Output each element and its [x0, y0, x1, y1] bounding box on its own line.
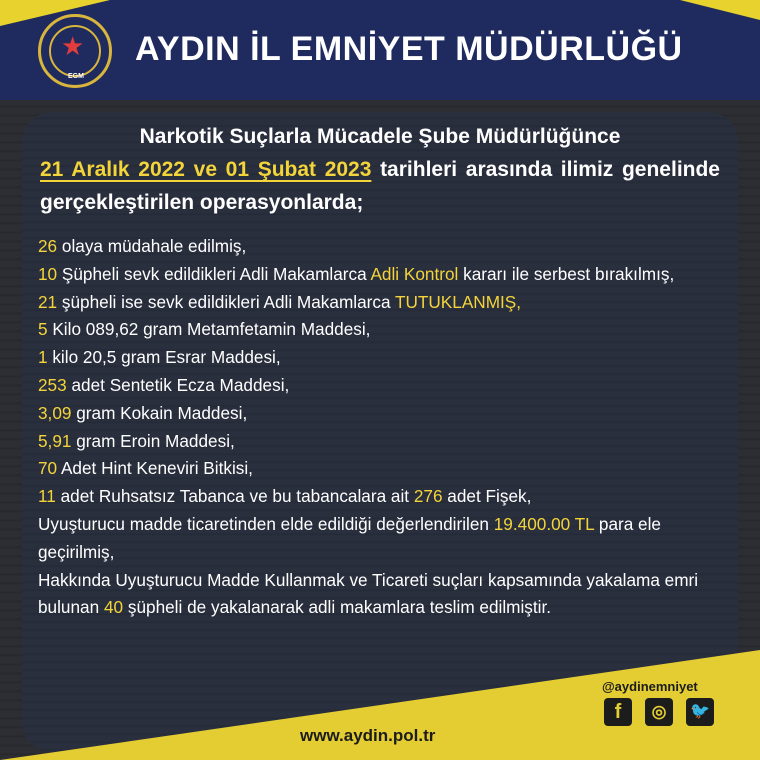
logo-egm-text: EGM	[68, 73, 84, 80]
body-text: kararı ile serbest bırakılmış,	[458, 263, 675, 284]
body-text: adet Ruhsatsız Tabanca ve bu tabancalara ait	[55, 486, 414, 507]
body-text: Uyuşturucu madde ticaretinden elde edildiği değerlendirilen	[38, 513, 494, 534]
heading-dates: 21 Aralık 2022 ve 01 Şubat 2023	[40, 158, 372, 181]
social-handle: @aydinemniyet	[602, 679, 698, 694]
highlight-value: 11	[38, 486, 56, 507]
highlight-value: 70	[38, 458, 58, 479]
body-text: adet Fişek,	[442, 486, 532, 507]
body-line	[38, 372, 720, 400]
police-logo	[38, 14, 112, 88]
body-line	[38, 511, 720, 567]
header-accent-right	[680, 0, 760, 20]
body-line	[38, 233, 720, 261]
body-text: şüpheli de yakalanarak adli makamlara teslim edilmiştir.	[123, 597, 552, 618]
highlight-value: 253	[38, 374, 67, 395]
body-line	[38, 567, 720, 623]
body-line	[38, 400, 720, 428]
page-title: AYDIN İL EMNİYET MÜDÜRLÜĞÜ	[135, 30, 683, 68]
header-bar	[0, 0, 760, 100]
announcement-body	[38, 233, 720, 622]
highlight-value: 5,91	[38, 430, 72, 451]
body-text: Adet Hint Keneviri Bitkisi,	[57, 458, 253, 479]
body-line	[38, 316, 720, 344]
highlight-value: 10	[38, 263, 58, 284]
body-text: kilo 20,5 gram Esrar Maddesi,	[47, 347, 281, 368]
body-text: şüpheli ise sevk edildikleri Adli Makamlarca	[57, 291, 395, 312]
heading-line-1: Narkotik Suçlarla Mücadele Şube Müdürlüğünce	[139, 125, 621, 148]
star-icon: ★	[61, 32, 85, 62]
body-text: para ele geçirilmiş,	[38, 513, 661, 562]
body-text: olaya müdahale edilmiş,	[57, 236, 247, 256]
highlight-value: 21	[38, 291, 58, 312]
highlight-value: 5	[38, 319, 48, 340]
instagram-icon[interactable]: ◎	[645, 698, 673, 726]
highlight-value: Adli Kontrol	[370, 263, 459, 284]
website-link[interactable]: www.aydin.pol.tr	[300, 726, 436, 745]
announcement-heading	[40, 120, 720, 219]
body-line	[38, 289, 720, 317]
body-line	[38, 455, 720, 483]
body-text: Hakkında Uyuşturucu Madde Kullanmak ve Ticareti suçları kapsamında yakalama emri bulunan	[38, 569, 699, 618]
body-line	[38, 261, 720, 289]
highlight-value: 3,09	[38, 402, 72, 423]
body-line	[38, 428, 720, 456]
body-line	[38, 344, 720, 372]
facebook-icon[interactable]: f	[604, 698, 632, 726]
highlight-value: TUTUKLANMIŞ,	[394, 291, 522, 312]
highlight-value: 26	[38, 236, 58, 256]
body-text: Kilo 089,62 gram Metamfetamin Maddesi,	[47, 319, 371, 340]
body-line	[38, 483, 720, 511]
body-text: adet Sentetik Ecza Maddesi,	[66, 374, 290, 395]
highlight-value: 1	[38, 347, 48, 368]
highlight-value: 40	[103, 597, 124, 618]
body-text: gram Eroin Maddesi,	[71, 430, 235, 451]
highlight-value: 276	[413, 486, 443, 507]
body-text: gram Kokain Maddesi,	[71, 402, 248, 423]
highlight-value: 19.400.00 TL	[493, 513, 595, 534]
twitter-icon[interactable]: 🐦	[686, 698, 714, 726]
body-text: Şüpheli sevk edildikleri Adli Makamlarca	[57, 263, 371, 284]
heading-rest: tarihleri arasında ilimiz genelinde gerçekleştirilen operasyonlarda;	[40, 158, 720, 214]
